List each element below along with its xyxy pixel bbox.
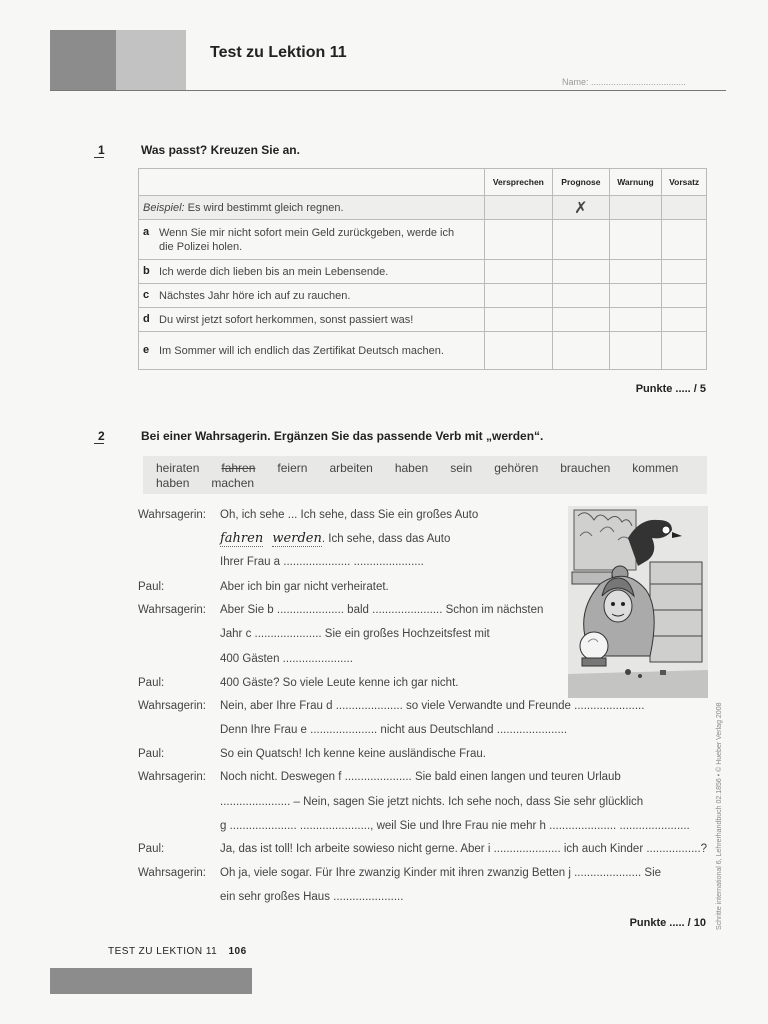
column-header: Warnung <box>609 169 662 196</box>
footer-lesson: TEST ZU LEKTION 11 <box>108 946 218 957</box>
checkbox-cell[interactable] <box>609 220 662 260</box>
word-item: brauchen <box>560 461 611 475</box>
speaker-label: Paul: <box>138 677 165 689</box>
checkbox-cell[interactable] <box>484 308 553 332</box>
word-item: machen <box>211 476 255 490</box>
example-cell <box>139 196 485 220</box>
table-row <box>139 220 707 260</box>
example-label: Beispiel: <box>143 201 185 214</box>
table-row <box>139 260 707 284</box>
dialogue-line: Aber Sie b ..................... bald ...................... Schon im nächsten <box>220 604 544 616</box>
word-item: kommen <box>632 461 679 475</box>
item-cell <box>139 260 485 284</box>
table-row <box>139 284 707 308</box>
checkbox-cell[interactable] <box>662 308 707 332</box>
checkbox-cell[interactable] <box>662 220 707 260</box>
checkbox-cell[interactable] <box>609 308 662 332</box>
item-text: Wenn Sie mir nicht sofort mein Geld zurückgeben, werde ich die Polizei holen. <box>159 226 455 253</box>
item-letter: b <box>143 264 150 277</box>
word-item: haben <box>394 461 429 475</box>
checkbox-cell[interactable] <box>553 220 610 260</box>
item-cell <box>139 332 485 370</box>
item-cell <box>139 308 485 332</box>
dialogue-line: Jahr c ..................... Sie ein großes Hochzeitsfest mit <box>220 628 490 640</box>
section-1-title: Was passt? Kreuzen Sie an. <box>141 143 300 157</box>
table-header-empty <box>139 169 485 196</box>
table-row <box>139 332 707 370</box>
section-2-points: Punkte ..... / 10 <box>629 917 706 929</box>
section-1-number: 1 <box>98 143 105 157</box>
dialogue-line: g ..................... ......................, weil Sie und Ihre Frau nie mehr h ..................... ...................... <box>220 820 690 832</box>
dialogue-line: So ein Quatsch! Ich kenne keine ausländische Frau. <box>220 748 486 760</box>
table-row-example <box>139 196 707 220</box>
speaker-label: Wahrsagerin: <box>138 700 206 712</box>
item-letter: a <box>143 225 150 238</box>
dialogue-line: Oh, ich sehe ... Ich sehe, dass Sie ein großes Auto <box>220 509 479 521</box>
dialogue-line: Ja, das ist toll! Ich arbeite sowieso nicht gerne. Aber i ..................... ich auch Kinder .................? <box>220 843 708 855</box>
footer-bar <box>50 968 252 994</box>
word-item: arbeiten <box>329 461 373 475</box>
item-text: Im Sommer will ich endlich das Zertifikat Deutsch machen. <box>159 344 444 357</box>
column-header: Vorsatz <box>662 169 707 196</box>
header-divider <box>50 90 726 91</box>
word-item: gehören <box>494 461 539 475</box>
checkbox-cell[interactable] <box>553 332 610 370</box>
checkbox-cell[interactable] <box>662 196 707 220</box>
classification-table <box>138 168 707 370</box>
word-item: sein <box>450 461 473 475</box>
dialogue-line: Denn Ihre Frau e ..................... nicht aus Deutschland ...................... <box>220 724 568 736</box>
page-number: 106 <box>228 946 247 957</box>
section-2-title: Bei einer Wahrsagerin. Ergänzen Sie das passende Verb mit „werden“. <box>141 429 544 443</box>
item-letter: c <box>143 288 150 301</box>
checkbox-cell-marked[interactable] <box>553 196 610 220</box>
checkbox-cell[interactable] <box>662 260 707 284</box>
section-2-underline <box>94 443 104 444</box>
speaker-label: Paul: <box>138 748 165 760</box>
checkbox-cell[interactable] <box>553 308 610 332</box>
checkbox-cell[interactable] <box>484 220 553 260</box>
checkbox-cell[interactable] <box>553 260 610 284</box>
page-title: Test zu Lektion 11 <box>210 44 347 61</box>
cross-mark-icon: ✗ <box>574 199 588 217</box>
section-1-underline <box>94 157 104 158</box>
speaker-label: Wahrsagerin: <box>138 771 206 783</box>
speaker-label: Paul: <box>138 843 165 855</box>
dialogue-line: 400 Gäste? So viele Leute kenne ich gar nicht. <box>220 677 459 689</box>
copyright-side-text: Schritte international 6, Lehrerhandbuch 02.1856 • © Hueber Verlag 2008 <box>716 702 723 930</box>
word-item: feiern <box>277 461 308 475</box>
checkbox-cell[interactable] <box>609 260 662 284</box>
speaker-label: Paul: <box>138 581 165 593</box>
checkbox-cell[interactable] <box>484 260 553 284</box>
checkbox-cell[interactable] <box>484 332 553 370</box>
table-row <box>139 308 707 332</box>
column-header: Prognose <box>553 169 610 196</box>
name-field-label: Name: ...................................... <box>562 77 687 87</box>
word-item: heiraten <box>156 461 200 475</box>
item-text: Ich werde dich lieben bis an mein Lebensende. <box>159 265 389 278</box>
checkbox-cell[interactable] <box>662 284 707 308</box>
item-letter: d <box>143 312 150 325</box>
item-text: Du wirst jetzt sofort herkommen, sonst passiert was! <box>159 313 414 326</box>
word-item: haben <box>156 476 190 490</box>
checkbox-cell[interactable] <box>609 332 662 370</box>
item-letter: e <box>143 343 150 356</box>
dialogue-line: 400 Gästen ...................... <box>220 653 353 665</box>
dialogue-line: Noch nicht. Deswegen f ..................... Sie bald einen langen und teuren Urlaub <box>220 771 621 783</box>
item-cell <box>139 220 485 260</box>
speaker-label: Wahrsagerin: <box>138 867 206 879</box>
dialogue-text: . Ich sehe, dass das Auto <box>321 533 451 545</box>
footer-label <box>108 946 247 957</box>
dialogue-line: Nein, aber Ihre Frau d ..................... so viele Verwandte und Freunde ...................... <box>220 700 645 712</box>
word-item-used: fahren <box>221 461 256 475</box>
dialogue-line: Ihrer Frau a ..................... ...................... <box>220 556 424 568</box>
handwritten-answer: werden <box>272 531 322 546</box>
checkbox-cell[interactable] <box>553 284 610 308</box>
column-header: Versprechen <box>484 169 553 196</box>
item-cell <box>139 284 485 308</box>
dialogue-line: ...................... – Nein, sagen Sie jetzt nichts. Ich sehe noch, dass Sie sehr glücklich <box>220 796 644 808</box>
speaker-label: Wahrsagerin: <box>138 509 206 521</box>
section-1-points: Punkte ..... / 5 <box>635 383 706 395</box>
dialogue-line: Aber ich bin gar nicht verheiratet. <box>220 581 389 593</box>
dialogue-line-filled <box>220 531 450 546</box>
dialogue-line: Oh ja, viele sogar. Für Ihre zwanzig Kinder mit ihren zwanzig Betten j ..................... Sie <box>220 867 662 879</box>
header-light-block <box>116 30 186 90</box>
section-2-number: 2 <box>98 429 105 443</box>
example-text: Es wird bestimmt gleich regnen. <box>187 201 344 214</box>
checkbox-cell[interactable] <box>609 284 662 308</box>
header-dark-block <box>50 30 116 90</box>
checkbox-cell[interactable] <box>484 284 553 308</box>
checkbox-cell[interactable] <box>609 196 662 220</box>
checkbox-cell[interactable] <box>484 196 553 220</box>
fortune-teller-illustration <box>568 506 708 698</box>
speaker-label: Wahrsagerin: <box>138 604 206 616</box>
word-bank-row-2 <box>156 476 276 490</box>
handwritten-answer: fahren <box>220 531 264 546</box>
checkbox-cell[interactable] <box>662 332 707 370</box>
word-bank-row-1 <box>156 461 700 475</box>
dialogue-line: ein sehr großes Haus ...................... <box>220 891 404 903</box>
item-text: Nächstes Jahr höre ich auf zu rauchen. <box>159 289 351 302</box>
table-header-row <box>139 169 707 196</box>
